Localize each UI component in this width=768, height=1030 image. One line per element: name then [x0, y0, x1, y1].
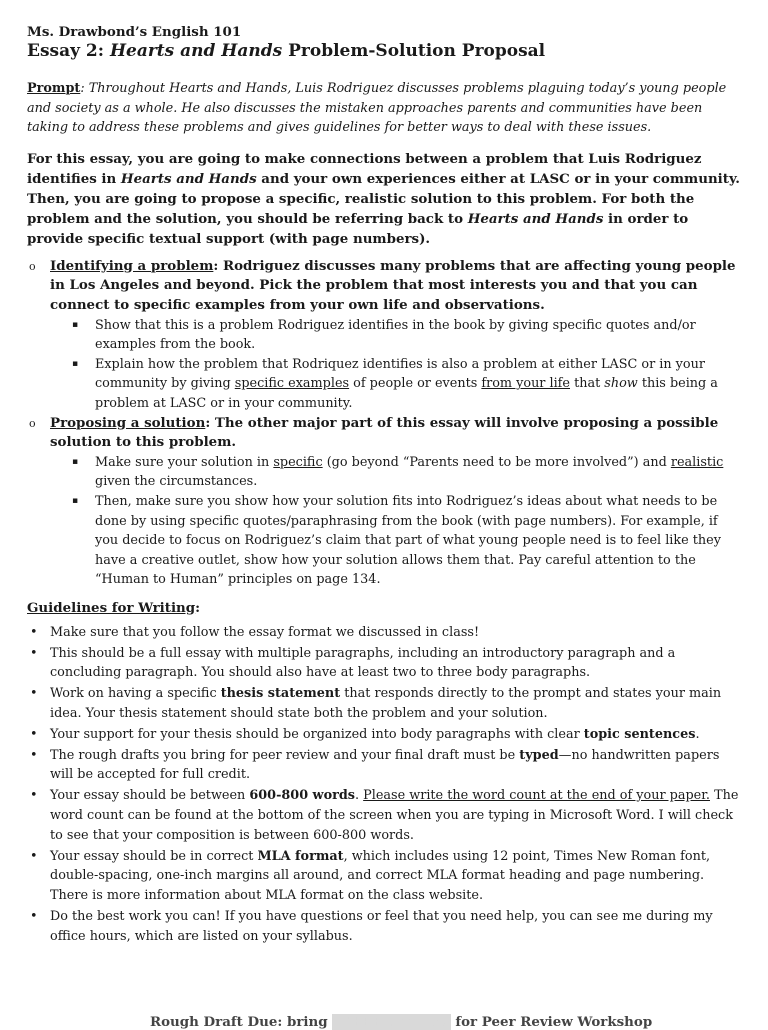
bullet-icon: • — [30, 686, 38, 702]
section-label: Identifying a problem — [50, 257, 214, 274]
circle-bullet-icon: o — [29, 416, 36, 430]
list-item: • Make sure that you follow the essay format we discussed in class! — [27, 623, 743, 643]
section-label: Proposing a solution — [50, 414, 206, 431]
list-item: ▪ Explain how the problem that Rodriquez identifies is also a problem at either LASC or in your community by giving specific examples of people or events from your life that show this being a problem at LASC or in your community. — [72, 356, 718, 411]
list-item: • This should be a full essay with multiple paragraphs, including an introductory paragraph and a concluding paragraph. You should also have at least two to three body paragraphs. — [30, 645, 676, 681]
bullet-icon: • — [30, 726, 38, 742]
list-item: • The rough drafts you bring for peer review and your final draft must be typed—no handwritten papers will be accepted for full credit. — [30, 747, 720, 783]
circle-bullet-icon: o — [29, 259, 36, 273]
list-item: • Your essay should be between 600-800 words. Please write the word count at the end of your paper. The word count can be found at the bottom of the screen when you are typing in Microsoft Word. I will check to see that your composition is between 600-800 words. — [30, 788, 739, 843]
solution-subpoints — [27, 453, 743, 590]
bullet-icon: • — [30, 848, 38, 864]
bullet-icon: • — [30, 747, 38, 763]
prompt-paragraph: Prompt: Throughout Hearts and Hands, Luis Rodriguez discusses problems plaguing today’s young people and society as a whole. He also discusses the mistaken approaches parents and communities have been taking to address these problems and gives guidelines for better ways to deal with these issues. — [27, 81, 727, 136]
square-bullet-icon: ▪ — [72, 319, 79, 330]
list-item: ▪ Then, make sure you show how your solution fits into Rodriguez’s ideas about what needs to be done by using specific quotes/paraphrasing from the book (with page numbers). For example, if you decide to focus on Rodriguez’s claim that part of what young people need is to feel like they have a creative outlet, show how your solution allows them that. Pay careful attention to the “Human to Human” principles on page 134. — [72, 493, 721, 588]
bullet-icon: • — [30, 645, 38, 661]
rough-draft-due-line: Rough Draft Due: bring THREE copies for Peer Review Workshop — [150, 1014, 653, 1030]
section-identifying-problem: o Identifying a problem: Rodriguez discusses many problems that are affecting young people in Los Angeles and beyond. Pick the problem that most interests you and that you can connect to specific examples from your own life and observations. — [29, 257, 736, 313]
section-proposing-solution: o Proposing a solution: The other major part of this essay will involve proposing a possible solution to this problem. — [29, 414, 719, 451]
prompt-label: Prompt — [27, 81, 81, 96]
requirements-list — [27, 257, 743, 590]
square-bullet-icon: ▪ — [72, 358, 79, 369]
bullet-icon: • — [30, 624, 38, 640]
list-item: ▪ Show that this is a problem Rodriguez identifies in the book by giving specific quotes and/or examples from the book. — [72, 317, 696, 353]
list-item: • Work on having a specific thesis statement that responds directly to the prompt and states your main idea. Your thesis statement should state both the problem and your solution. — [30, 686, 722, 722]
list-item: • Your essay should be in correct MLA format, which includes using 12 point, Times New Roman font, double-spacing, one-inch margins all around, and correct MLA format heading and page numbering. There is more information about MLA format on the class website. — [30, 848, 711, 904]
bullet-icon: • — [30, 909, 38, 925]
list-item: ▪ Make sure your solution in specific (go beyond “Parents need to be more involved”) and realistic given the circumstances. — [72, 454, 724, 490]
square-bullet-icon: ▪ — [72, 495, 79, 506]
bullet-icon: • — [30, 788, 38, 804]
problem-subpoints — [27, 316, 743, 414]
square-bullet-icon: ▪ — [72, 456, 79, 467]
intro-paragraph: For this essay, you are going to make connections between a problem that Luis Rodriguez identifies in Hearts and Hands and your own experiences either at LASC or in your community. Then, you are going to propose a specific, realistic solution to this problem. For both the problem and the solution, you should be referring back to Hearts and Hands in order to provide specific textual support (with page numbers). — [27, 150, 740, 247]
guidelines-heading: Guidelines for Writing: — [27, 599, 201, 616]
guidelines-list — [27, 623, 743, 947]
highlighted-text: THREE copies — [332, 1014, 450, 1030]
list-item: • Do the best work you can! If you have questions or feel that you need help, you can see me during my office hours, which are listed on your syllabus. — [30, 909, 713, 944]
document-page — [27, 24, 743, 948]
essay-title: Essay 2: Hearts and Hands Problem-Solution Proposal — [27, 41, 546, 61]
course-name: Ms. Drawbond’s English 101 — [27, 24, 242, 40]
list-item: • Your support for your thesis should be organized into body paragraphs with clear topic sentences. — [27, 725, 743, 745]
